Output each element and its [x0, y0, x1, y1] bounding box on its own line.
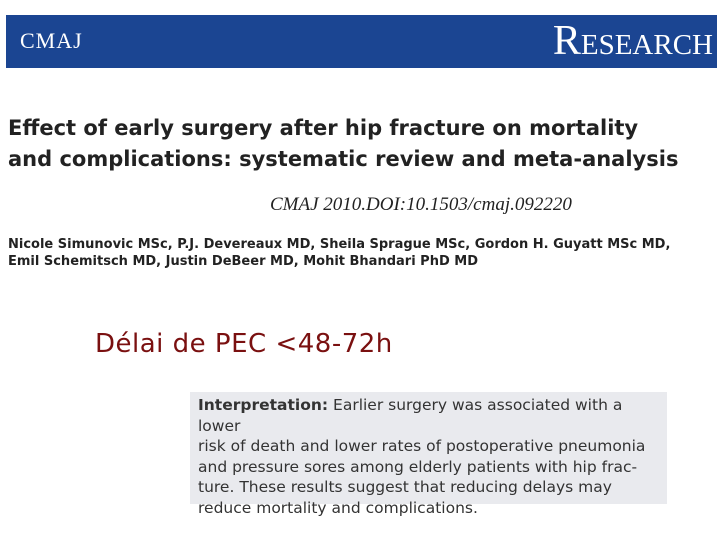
authors-line-1: Nicole Simunovic MSc, P.J. Devereaux MD, Sheila Sprague MSc, Gordon H. Guyatt MSc MD,	[8, 237, 671, 252]
article-title	[8, 113, 708, 175]
title-line-1: Effect of early surgery after hip fracture on mortality	[8, 116, 639, 140]
doi-citation: CMAJ 2010.DOI:10.1503/cmaj.092220	[270, 194, 572, 215]
author-list	[8, 236, 708, 270]
delay-annotation: Délai de PEC <48-72h	[95, 329, 393, 359]
interpretation-line-2: risk of death and lower rates of postoperative pneumonia	[198, 437, 646, 455]
interpretation-line-3: and pressure sores among elderly patients with hip frac-	[198, 457, 638, 476]
interpretation-lead: Interpretation:	[198, 396, 329, 414]
interpretation-line-1: Earlier surgery was associated with a lower	[198, 396, 623, 435]
interpretation-line-5: reduce mortality and complications.	[198, 498, 478, 517]
interpretation-box	[190, 392, 667, 517]
interpretation-line-4: ture. These results suggest that reducing delays may	[198, 478, 612, 496]
authors-line-2: Emil Schemitsch MD, Justin DeBeer MD, Mohit Bhandari PhD MD	[8, 254, 479, 269]
journal-logo: CMAJ	[20, 28, 83, 53]
section-label: Research	[552, 18, 713, 64]
journal-banner	[6, 15, 717, 68]
title-line-2: and complications: systematic review and meta-analysis	[8, 147, 679, 171]
